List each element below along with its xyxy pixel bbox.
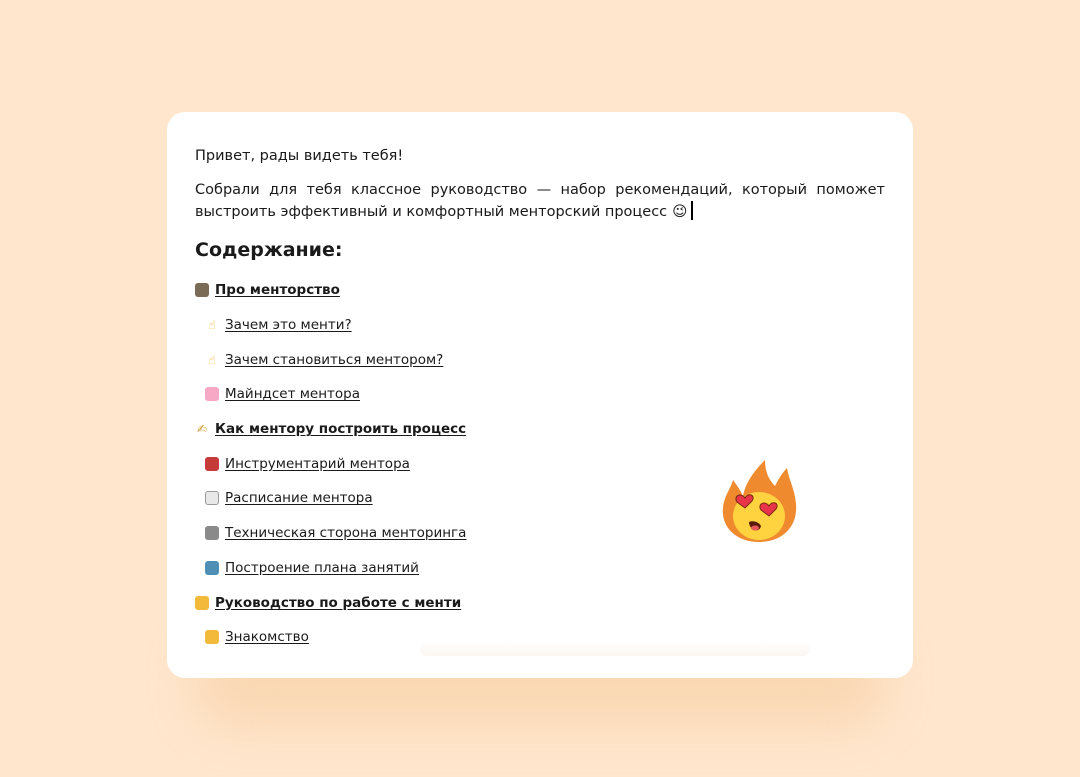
writing-hand-icon: ✍ — [196, 422, 208, 437]
toc-link[interactable]: Техническая сторона менторинга — [225, 525, 467, 542]
toolbox-icon — [205, 457, 219, 471]
mascot-tongue — [751, 526, 759, 531]
gear-icon — [205, 526, 219, 540]
pointing-hand-icon: ☝ — [208, 318, 216, 333]
toc-link[interactable]: Знакомство — [225, 629, 309, 646]
bottom-fade — [420, 642, 810, 656]
toc-link[interactable]: Инструментарий ментора — [225, 455, 410, 472]
handshake-icon — [195, 596, 209, 610]
brain-icon — [205, 387, 219, 401]
toc-item-mentor-mindset[interactable] — [195, 377, 885, 412]
wink-emoji-icon: 😉 — [672, 204, 688, 220]
intro-paragraph[interactable] — [195, 179, 885, 223]
toc-item-lesson-plan[interactable] — [195, 551, 885, 586]
toc-link[interactable]: Зачем это менти? — [225, 317, 352, 334]
toc-heading: Содержание: — [195, 239, 343, 261]
toc-link[interactable]: Про менторство — [215, 282, 340, 299]
intro-text: Собрали для тебя классное руководство — набор рекомендаций, который поможет выстроить эффективный и комфортный менторский процесс — [195, 182, 885, 220]
toc-link[interactable]: Расписание ментора — [225, 490, 373, 507]
toc-link[interactable]: Майндсет ментора — [225, 386, 361, 403]
calendar-icon — [205, 491, 219, 505]
fire-mascot-icon — [719, 458, 799, 544]
toc-item-why-mentee[interactable] — [195, 308, 885, 343]
toc-link[interactable]: Построение плана занятий — [225, 559, 419, 576]
toc-link[interactable]: Руководство по работе с менти — [215, 594, 462, 611]
toc-link[interactable]: Зачем становиться ментором? — [225, 351, 444, 368]
pointing-hand-icon: ☝ — [208, 352, 216, 367]
toc-link[interactable]: Как ментору построить процесс — [215, 421, 467, 438]
teacher-icon — [195, 283, 209, 297]
toc-item-build-process[interactable] — [195, 412, 885, 447]
handshake-icon — [205, 630, 219, 644]
toc-item-why-become-mentor[interactable] — [195, 342, 885, 377]
greeting-text: Привет, рады видеть тебя! — [195, 148, 404, 164]
document-card — [167, 112, 913, 678]
text-cursor — [691, 201, 693, 220]
toc-item-about-mentoring[interactable] — [195, 273, 885, 308]
map-icon — [205, 561, 219, 575]
toc-item-mentee-guide[interactable] — [195, 585, 885, 620]
